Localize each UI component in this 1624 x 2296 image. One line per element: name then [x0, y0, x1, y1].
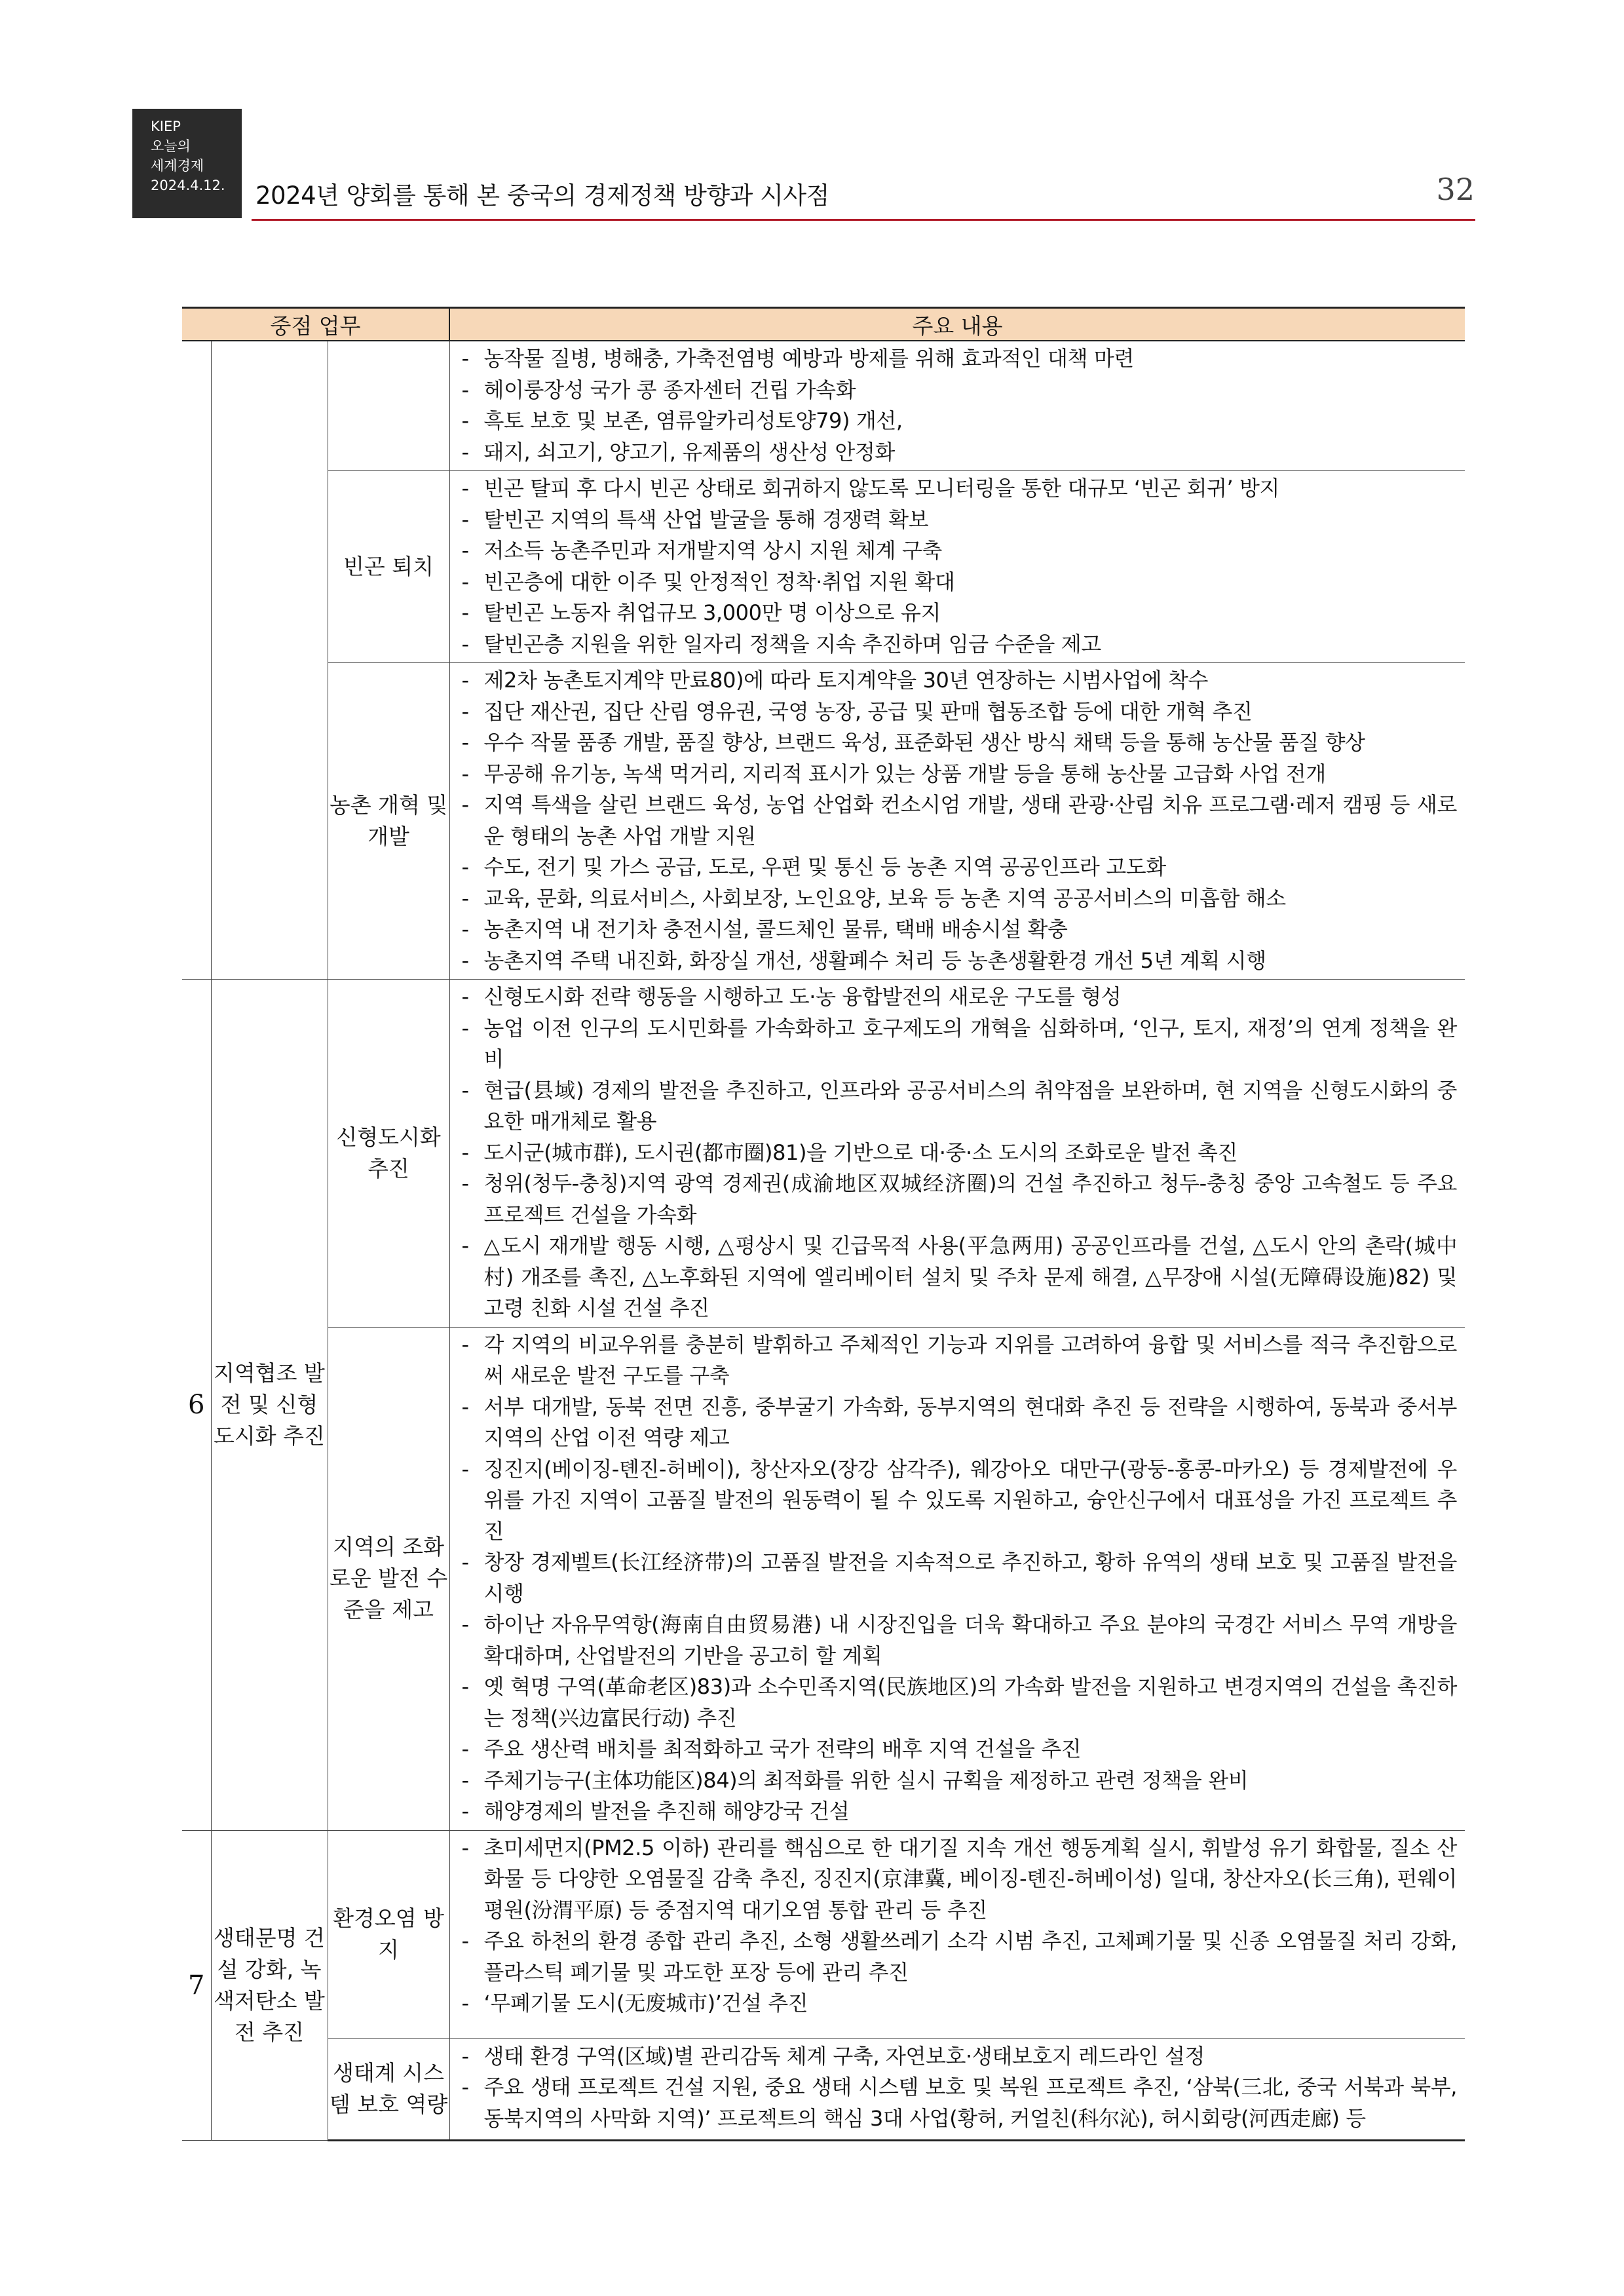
badge-line: KIEP [151, 119, 181, 134]
list-item: - 흑토 보호 및 보존, 염류알카리성토양79) 개선, [458, 406, 1458, 437]
list-item: - 현급(县域) 경제의 발전을 추진하고, 인프라와 공공서비스의 취약점을 보완하며, 현 지역을 신형도시화의 중요한 매개체로 활용 [458, 1075, 1458, 1138]
list-item: - 청위(청두-충칭)지역 광역 경제권(成渝地区双城经济圈)의 건설 추진하고 청두-충칭 중앙 고속철도 등 주요 프로젝트 건설을 가속화 [458, 1168, 1458, 1231]
content-cell [449, 1327, 1465, 1830]
list-item: - 농촌지역 내 전기차 충전시설, 콜드체인 물류, 택배 배송시설 확충 [458, 914, 1458, 946]
list-item: - 탈빈곤층 지원을 위한 일자리 정책을 지속 추진하며 임금 수준을 제고 [458, 629, 1458, 660]
content-cell [449, 2038, 1465, 2140]
content-cell [449, 341, 1465, 471]
list-item: - 농작물 질병, 병해충, 가축전염병 예방과 방제를 위해 효과적인 대책 마련 [458, 343, 1458, 375]
table-row [182, 1327, 1465, 1830]
list-item: - 집단 재산권, 집단 산림 영유권, 국영 농장, 공급 및 판매 협동조합 등에 대한 개혁 추진 [458, 697, 1458, 728]
list-item: - 주요 생산력 배치를 최적화하고 국가 전략의 배후 지역 건설을 추진 [458, 1734, 1458, 1765]
subtask-cell: 농촌 개혁 및 개발 [328, 663, 449, 980]
list-item: - 제2차 농촌토지계약 만료80)에 따라 토지계약을 30년 연장하는 시범사업에 착수 [458, 665, 1458, 697]
badge-line: 2024.4.12. [151, 178, 225, 193]
content-list [458, 473, 1458, 660]
badge-line: 오늘의 [151, 138, 191, 154]
subtask-cell [328, 341, 449, 471]
list-item: - ‘무폐기물 도시(无废城市)’건설 추진 [458, 1988, 1458, 2019]
table-row [182, 663, 1465, 980]
list-item: - 수도, 전기 및 가스 공급, 도로, 우편 및 통신 등 농촌 지역 공공인프라 고도화 [458, 852, 1458, 883]
content-list [458, 343, 1458, 468]
list-item: - 농업 이전 인구의 도시민화를 가속화하고 호구제도의 개혁을 심화하며, ‘인구, 토지, 재정’의 연계 정책을 완비 [458, 1013, 1458, 1075]
subtask-cell: 신형도시화 추진 [328, 980, 449, 1328]
list-item: - 무공해 유기농, 녹색 먹거리, 지리적 표시가 있는 상품 개발 등을 통해 농산물 고급화 사업 전개 [458, 759, 1458, 790]
document-title: 2024년 양회를 통해 본 중국의 경제정책 방향과 시사점 [255, 182, 829, 210]
policy-table [182, 307, 1465, 2141]
list-item: - 주체기능구(主体功能区)84)의 최적화를 위한 실시 규획을 제정하고 관련 정책을 완비 [458, 1765, 1458, 1797]
row-number [182, 341, 211, 980]
subtask-cell: 빈곤 퇴치 [328, 471, 449, 663]
task-cell: 지역협조 발전 및 신형도시화 추진 [211, 980, 328, 1831]
list-item: - 옛 혁명 구역(革命老区)83)과 소수민족지역(民族地区)의 가속화 발전을 지원하고 변경지역의 건설을 촉진하는 정책(兴边富民行动) 추진 [458, 1672, 1458, 1734]
list-item: - 농촌지역 주택 내진화, 화장실 개선, 생활폐수 처리 등 농촌생활환경 개선 5년 계획 시행 [458, 946, 1458, 977]
task-cell [211, 341, 328, 980]
subtask-cell: 환경오염 방지 [328, 1830, 449, 2038]
table-row [182, 341, 1465, 471]
list-item: - 각 지역의 비교우위를 충분히 발휘하고 주체적인 기능과 지위를 고려하여 융합 및 서비스를 적극 추진함으로써 새로운 발전 구도를 구축 [458, 1330, 1458, 1392]
content-list [458, 2041, 1458, 2135]
publication-badge [132, 109, 242, 218]
row-number: 7 [182, 1830, 211, 2140]
list-item: - 하이난 자유무역항(海南自由贸易港) 내 시장진입을 더욱 확대하고 주요 분야의 국경간 서비스 무역 개방을 확대하며, 산업발전의 기반을 공고히 할 계획 [458, 1609, 1458, 1672]
content-list [458, 982, 1458, 1324]
header-divider [252, 219, 1475, 221]
table-header-row [182, 308, 1465, 341]
list-item: - 헤이룽장성 국가 콩 종자센터 건립 가속화 [458, 375, 1458, 406]
table-row [182, 471, 1465, 663]
row-number: 6 [182, 980, 211, 1831]
content-cell [449, 980, 1465, 1328]
list-item: - 징진지(베이징-톈진-허베이), 창산자오(장강 삼각주), 웨강아오 대만구(광둥-홍콩-마카오) 등 경제발전에 우위를 가진 지역이 고품질 발전의 원동력이 될 수 있도록 지원하고, 슝안신구에서 대표성을 가진 프로젝트 추진 [458, 1454, 1458, 1548]
content-cell [449, 663, 1465, 980]
content-cell [449, 1830, 1465, 2038]
list-item: - 빈곤층에 대한 이주 및 안정적인 정착·취업 지원 확대 [458, 567, 1458, 598]
content-list [458, 1330, 1458, 1827]
list-item: - 주요 생태 프로젝트 건설 지원, 중요 생태 시스템 보호 및 복원 프로젝트 추진, ‘삼북(三北, 중국 서북과 북부, 동북지역의 사막화 지역)’ 프로젝트의 핵심 3대 사업(황허, 커얼친(科尔沁), 허시회랑(河西走廊) 등 [458, 2072, 1458, 2134]
list-item: - 도시군(城市群), 도시권(都市圈)81)을 기반으로 대·중·소 도시의 조화로운 발전 촉진 [458, 1138, 1458, 1169]
list-item: - 생태 환경 구역(区域)별 관리감독 체계 구축, 자연보호·생태보호지 레드라인 설정 [458, 2041, 1458, 2073]
page-number: 32 [1436, 172, 1475, 207]
list-item: - 서부 대개발, 동북 전면 진흥, 중부굴기 가속화, 동부지역의 현대화 추진 등 전략을 시행하여, 동북과 중서부 지역의 산업 이전 역량 제고 [458, 1392, 1458, 1454]
list-item: - 교육, 문화, 의료서비스, 사회보장, 노인요양, 보육 등 농촌 지역 공공서비스의 미흡함 해소 [458, 883, 1458, 915]
content-list [458, 1833, 1458, 2019]
task-cell: 생태문명 건설 강화, 녹색저탄소 발전 추진 [211, 1830, 328, 2140]
table-row [182, 980, 1465, 1328]
list-item: - 탈빈곤 지역의 특색 산업 발굴을 통해 경쟁력 확보 [458, 505, 1458, 536]
list-item: - 초미세먼지(PM2.5 이하) 관리를 핵심으로 한 대기질 지속 개선 행동계획 실시, 휘발성 유기 화합물, 질소 산화물 등 다양한 오염물질 감축 추진, 징진지(京津冀, 베이징-톈진-허베이성) 일대, 창산자오(长三角), 펀웨이평원(汾渭平原) 등 중점지역 대기오염 통합 관리 등 추진 [458, 1833, 1458, 1926]
list-item: - △도시 재개발 행동 시행, △평상시 및 긴급목적 사용(平急两用) 공공인프라를 건설, △도시 안의 촌락(城中村) 개조를 촉진, △노후화된 지역에 엘리베이터 설치 및 주차 문제 해결, △무장애 시설(无障碍设施)82) 및 고령 친화 시설 건설 추진 [458, 1231, 1458, 1324]
list-item: - 주요 하천의 환경 종합 관리 추진, 소형 생활쓰레기 소각 시범 추진, 고체폐기물 및 신종 오염물질 처리 강화, 플라스틱 폐기물 및 과도한 포장 등에 관리 추진 [458, 1926, 1458, 1988]
list-item: - 지역 특색을 살린 브랜드 육성, 농업 산업화 컨소시엄 개발, 생태 관광·산림 치유 프로그램·레저 캠핑 등 새로운 형태의 농촌 사업 개발 지원 [458, 790, 1458, 852]
table-row [182, 2038, 1465, 2140]
list-item: - 우수 작물 품종 개발, 품질 향상, 브랜드 육성, 표준화된 생산 방식 채택 등을 통해 농산물 품질 향상 [458, 727, 1458, 759]
table-row [182, 1830, 1465, 2038]
badge-line: 세계경제 [151, 158, 204, 174]
list-item: - 빈곤 탈피 후 다시 빈곤 상태로 회귀하지 않도록 모니터링을 통한 대규모 ‘빈곤 회귀’ 방지 [458, 473, 1458, 505]
list-item: - 해양경제의 발전을 추진해 해양강국 건설 [458, 1796, 1458, 1827]
list-item: - 저소득 농촌주민과 저개발지역 상시 지원 체계 구축 [458, 535, 1458, 567]
list-item: - 탈빈곤 노동자 취업규모 3,000만 명 이상으로 유지 [458, 598, 1458, 629]
subtask-cell: 지역의 조화로운 발전 수준을 제고 [328, 1327, 449, 1830]
list-item: - 창장 경제벨트(长江经济带)의 고품질 발전을 지속적으로 추진하고, 황하 유역의 생태 보호 및 고품질 발전을 시행 [458, 1547, 1458, 1609]
header-task: 중점 업무 [182, 308, 449, 341]
content-cell [449, 471, 1465, 663]
header-content: 주요 내용 [449, 308, 1465, 341]
list-item: - 돼지, 쇠고기, 양고기, 유제품의 생산성 안정화 [458, 437, 1458, 469]
list-item: - 신형도시화 전략 행동을 시행하고 도·농 융합발전의 새로운 구도를 형성 [458, 982, 1458, 1013]
content-list [458, 665, 1458, 976]
subtask-cell: 생태계 시스템 보호 역량 [328, 2038, 449, 2140]
